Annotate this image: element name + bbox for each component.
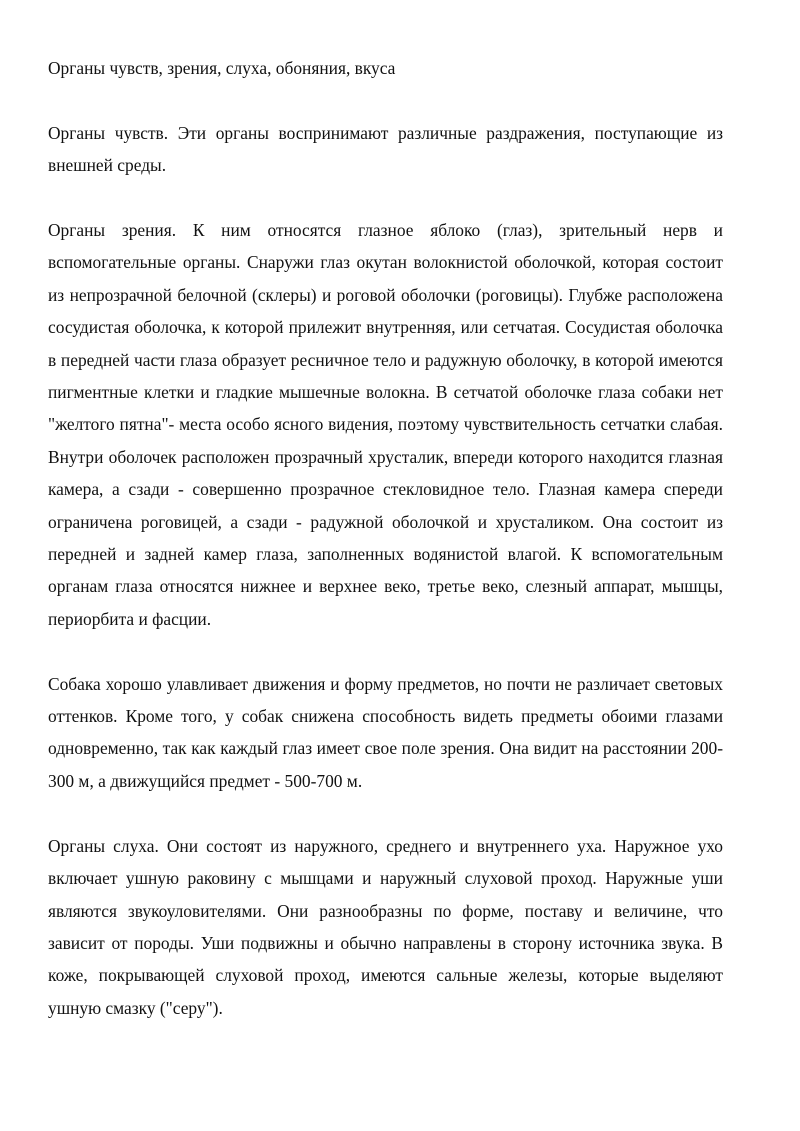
document-page xyxy=(48,52,723,1024)
paragraph-vision-organs: Органы зрения. К ним относятся глазное яблоко (глаз), зрительный нерв и вспомогательные органы. Снаружи глаз окутан волокнистой оболочкой, которая состоит из непрозрачной белочной (склеры) и роговой оболочки (роговицы). Глубже расположена сосудистая оболочка, к которой прилежит внутренняя, или сетчатая. Сосудистая оболочка в передней части глаза образует ресничное тело и радужную оболочку, в которой имеются пигментные клетки и гладкие мышечные волокна. В сетчатой оболочке глаза собаки нет "желтого пятна"- места особо ясного видения, поэтому чувствительность сетчатки слабая. Внутри оболочек расположен прозрачный хрусталик, впереди которого находится глазная камера, а сзади - совершенно прозрачное стекловидное тело. Глазная камера спереди ограничена роговицей, а сзади - радужной оболочкой и хрусталиком. Она состоит из передней и задней камер глаза, заполненных водянистой влагой. К вспомогательным органам глаза относятся нижнее и верхнее веко, третье веко, слезный аппарат, мышцы, периорбита и фасции. xyxy=(48,220,723,629)
paragraph-hearing-organs: Органы слуха. Они состоят из наружного, среднего и внутреннего уха. Наружное ухо включает ушную раковину с мышцами и наружный слуховой проход. Наружные уши являются звукоуловителями. Они разнообразны по форме, поставу и величине, что зависит от породы. Уши подвижны и обычно направлены в сторону источника звука. В коже, покрывающей слуховой проход, имеются сальные железы, которые выделяют ушную смазку ("серу"). xyxy=(48,835,723,1018)
document-title: Органы чувств, зрения, слуха, обоняния, вкуса xyxy=(48,58,396,78)
paragraph-sense-organs: Органы чувств. Эти органы воспринимают различные раздражения, поступающие из внешней среды. xyxy=(48,122,723,176)
paragraph-dog-vision: Собака хорошо улавливает движения и форму предметов, но почти не различает световых оттенков. Кроме того, у собак снижена способность видеть предметы обоими глазами одновременно, так как каждый глаз имеет свое поле зрения. Она видит на расстоянии 200- 300 м, а движущийся предмет - 500-700 м. xyxy=(48,673,723,791)
